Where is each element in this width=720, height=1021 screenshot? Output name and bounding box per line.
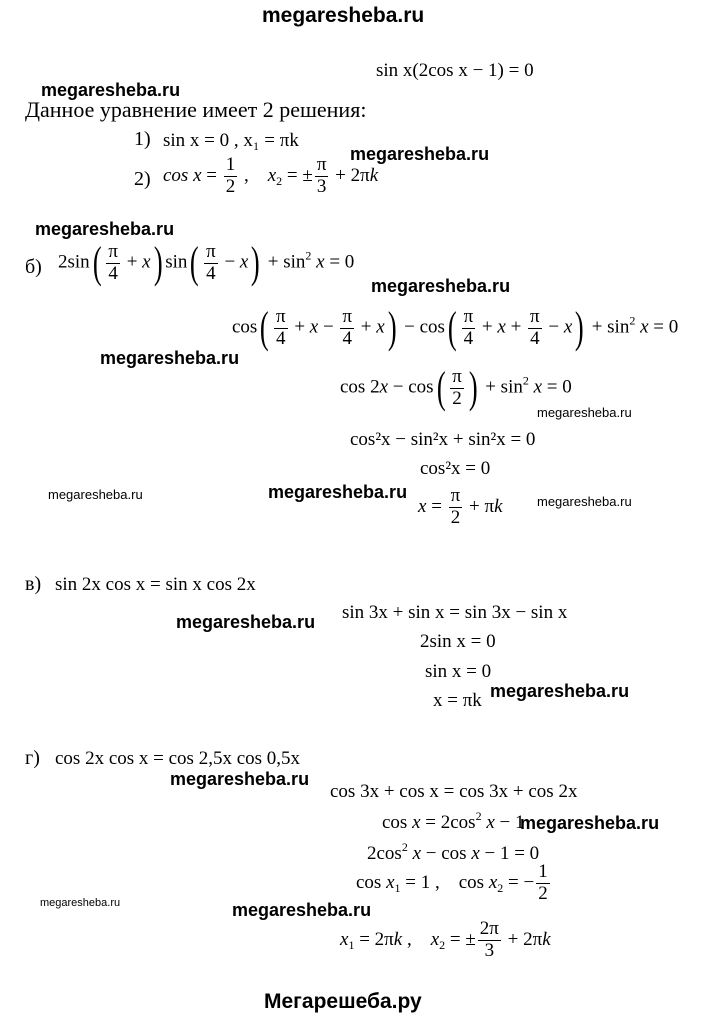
- equation: [376, 61, 534, 80]
- watermark: megaresheba.ru: [232, 900, 372, 920]
- math-line: cos 2x cos x = cos 2,5x cos 0,5x: [55, 748, 301, 769]
- watermark: megaresheba.ru: [48, 487, 143, 502]
- part-label: г): [25, 747, 40, 769]
- watermark: megaresheba.ru: [35, 219, 175, 239]
- math-line: cos 3x + cos x = cos 3x + cos 2x: [330, 781, 578, 802]
- watermark: megaresheba.ru: [41, 80, 181, 100]
- watermark: megaresheba.ru: [170, 769, 310, 789]
- watermark-bottom: Мегарешеба.ру: [264, 990, 422, 1013]
- math-line: sin 2x cos x = sin x cos 2x: [55, 574, 256, 595]
- watermark: megaresheba.ru: [537, 494, 632, 509]
- math-line: cos 2x − cos( $\frac{\pi}{2}$ ) + $\sin^2 x = 0$: [340, 363, 572, 412]
- math-line: $x_1 = 2\pi k$ , $x_2$ = ± $\frac{2\pi}{3}$ + 2πk: [340, 918, 551, 961]
- watermark: megaresheba.ru: [537, 405, 632, 420]
- watermark: megaresheba.ru: [40, 897, 121, 909]
- math-line: x = πk: [433, 690, 482, 711]
- case-number: 1): [134, 128, 151, 150]
- part-label: б): [25, 256, 42, 278]
- math-line: cos²x = 0: [420, 458, 491, 479]
- watermark: megaresheba.ru: [520, 813, 660, 833]
- math-line: 2sin( $\frac{\pi}{4}$ + x) sin( $\frac{\pi}{4}$ − $x) + \sin^2 x = 0$: [58, 238, 355, 287]
- watermark: megaresheba.ru: [176, 612, 316, 632]
- watermark: megaresheba.ru: [268, 482, 408, 502]
- math-line: x = $\frac{\pi}{2}$ + πk: [418, 485, 503, 528]
- math-line: 2sin x = 0: [420, 631, 496, 652]
- watermark: megaresheba.ru: [490, 681, 630, 701]
- watermark: megaresheba.ru: [350, 144, 490, 164]
- watermark-top: megaresheba.ru: [262, 4, 425, 27]
- math-line: $\cos x = 2\cos^2$ x − 1: [382, 809, 525, 833]
- part-label: в): [25, 573, 42, 595]
- case-number: 2): [134, 168, 151, 190]
- math-line: $\cos x_1 = 1$ , $\cos x_2$ = − $\frac{1}{2}$: [356, 861, 548, 904]
- math-line: sin 3x + sin x = sin 3x − sin x: [342, 602, 568, 623]
- math-line: sin x(2cos x − 1) = 0: [376, 60, 534, 81]
- intro-text: Данное уравнение имеет 2 решения:: [25, 97, 367, 122]
- math-line: cos( $\frac{\pi}{4}$ + x − $\frac{\pi}{4}$ + x) − cos( $\frac{\pi}{4}$ + x + $\frac{\pi}{4}$ − $x) + \sin^2 x = 0$: [232, 303, 679, 352]
- math-line: sin x = 0 , x₁ = πk: [163, 130, 299, 151]
- math-line: cos²x − sin²x + sin²x = 0: [350, 429, 536, 450]
- math-line: $2\cos^2$ x − cos x − 1 = 0: [367, 840, 540, 864]
- math-line: sin x = 0: [425, 661, 492, 682]
- watermark: megaresheba.ru: [371, 276, 511, 296]
- watermark: megaresheba.ru: [100, 348, 240, 368]
- math-line: cos x = $\frac{1}{2}$ , $x_2$ = ± $\frac{\pi}{3}$ + 2πk: [163, 154, 379, 197]
